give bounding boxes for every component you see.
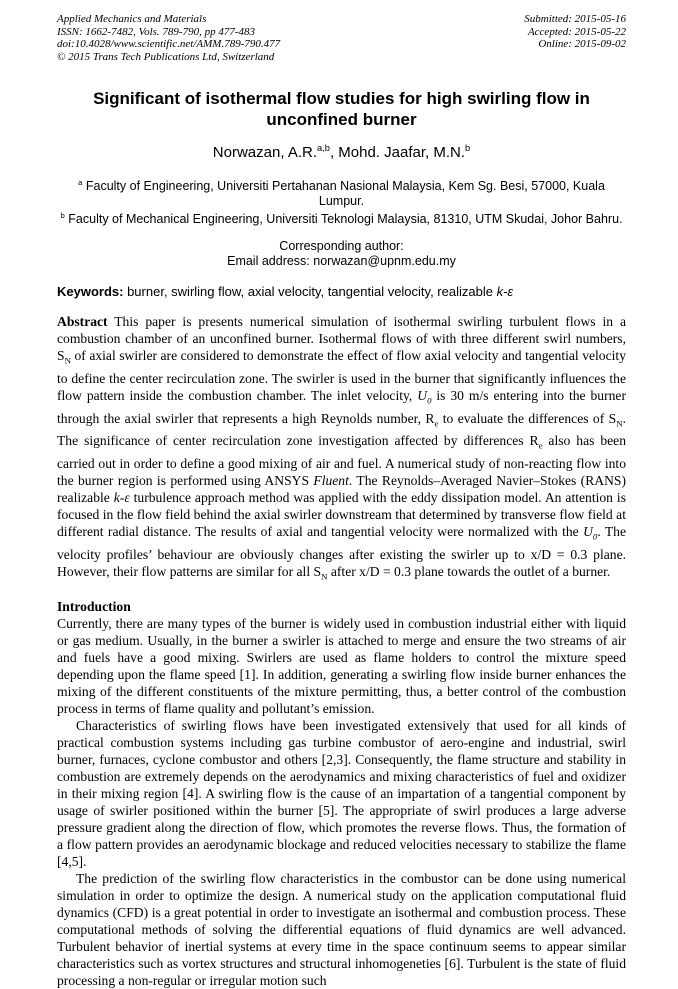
paper-title: Significant of isothermal flow studies for high swirling flow in unconfined burner xyxy=(93,89,590,130)
journal-doi-line: doi:10.4028/www.scientific.net/AMM.789-790.477 xyxy=(57,38,281,51)
introduction-heading: Introduction xyxy=(57,598,131,614)
intro-paragraph-3: The prediction of the swirling flow characteristics in the combustor can be done using numerical simulation in order to optimize the design. A numerical study on the application computational fluid dynamics (CFD) is a great potential in order to investigate an isothermal and combustion process. These computational methods of solving the differential equations of fluid dynamics are well advanced. Turbulent behavior of inertial systems at every time in the space continuum seems to appear similar characteristics such as vortex structures and structural inhomogeneties [6]. Turbulent is the state of fluid processing a non-regular or irregular motion such xyxy=(57,870,626,988)
authors-line: Norwazan, A.R.$^{a,b}$, Mohd. Jaafar, M.N.$^b$ xyxy=(212,143,471,162)
journal-issn-line: ISSN: 1662-7482, Vols. 789-790, pp 477-483 xyxy=(57,25,255,38)
journal-header xyxy=(57,13,626,63)
corresponding-author-label: Corresponding author: xyxy=(279,239,404,254)
journal-info xyxy=(57,13,280,63)
corresponding-block xyxy=(57,239,626,269)
journal-name: Applied Mechanics and Materials xyxy=(57,13,207,25)
accepted-date: Accepted: 2015-05-22 xyxy=(527,25,626,38)
introduction-body xyxy=(57,615,626,989)
keywords-line: Keywords: burner, swirling flow, axial velocity, tangential velocity, realizable k-ε xyxy=(57,284,514,300)
abstract-paragraph: Abstract This paper is presents numerical simulation of isothermal swirling turbulent flows in a combustion chamber of an unconfined burner. Isothermal flows of with three different swirl numbers, $S_N$ of axial swirler are considered to demonstrate the effect of flow axial velocity and tangential velocity to define the center recirculation zone. The swirler is used in the burner that significantly influences the flow pattern inside the combustion chamber. The inlet velocity, $U_0$ is 30 m/s entering into the burner through the axial swirler that represents a high Reynolds number, $R_e$ to evaluate the differences of $S_N$. The significance of center recirculation zone investigation affected by differences $R_e$ also has been carried out in order to define a good mixing of air and fuel. A numerical study of non-reacting flow into the burner region is performed using ANSYS Fluent. The Reynolds–Averaged Navier–Stokes (RANS) realizable k-ε turbulence approach method was applied with the eddy dissipation model. An attention is focused in the flow field behind the axial swirler downstream that determined by transverse flow field at different radial distance. The results of axial and tangential velocity were normalized with the $U_0$. The velocity profiles’ behaviour are obviously changes after existing the swirler up to x/D = 0.3 plane. However, their flow patterns are similar for all $S_N$ after x/D = 0.3 plane towards the outlet of a burner. xyxy=(57,314,627,582)
journal-copyright-line: © 2015 Trans Tech Publications Ltd, Switzerland xyxy=(57,50,275,63)
submitted-date: Submitted: 2015-05-16 xyxy=(524,13,626,25)
intro-paragraph-2: Characteristics of swirling flows have been investigated extensively that used for all kinds of practical combustion systems including gas turbine combustor of aero-engine and industrial, swirl burner, furnaces, cyclone combustor and others [2,3]. Consequently, the flame structure and stability in combustion are extremely depends on the aerodynamics and mixing characteristics of fuel and oxidizer in their mixing region [4]. A swirling flow is the cause of an impartation of a tangential component by usage of swirler positioned within the burner [5]. The appropriate of swirl produces a large adverse pressure gradient along the direction of flow, which promotes the reverse flows. Thus, the formation of a flow pattern provides an aerodynamic blockage and reduced velocities necessary to stabilize the flame [4,5]. xyxy=(57,717,626,869)
affiliation-b: $^b$ Faculty of Mechanical Engineering, Universiti Teknologi Malaysia, 81310, UTM Skudai, Johor Bahru. xyxy=(60,210,623,226)
intro-paragraph-1: Currently, there are many types of the burner is widely used in combustion industrial either with liquid or gas medium. Usually, in the burner a swirler is attached to merge and ensure the two streams of air and fuels have a good mixing. Swirlers are used as flame holders to control the mixture speed depending upon the flame speed [1]. In addition, generating a swirling flow inside burner enhances the mixing of the different constituents of the mixture permitting, thus, a better control of the combustion process in terms of flame quality and pollutant’s emission. xyxy=(57,615,626,716)
submission-dates xyxy=(524,13,626,63)
corresponding-email: Email address: norwazan@upnm.edu.my xyxy=(227,254,456,269)
affiliations-block xyxy=(57,176,626,226)
affiliation-a: $^a$ Faculty of Engineering, Universiti Pertahanan Nasional Malaysia, Kem Sg. Besi, 57000, Kuala Lumpur. xyxy=(78,178,605,209)
online-date: Online: 2015-09-02 xyxy=(538,38,626,51)
